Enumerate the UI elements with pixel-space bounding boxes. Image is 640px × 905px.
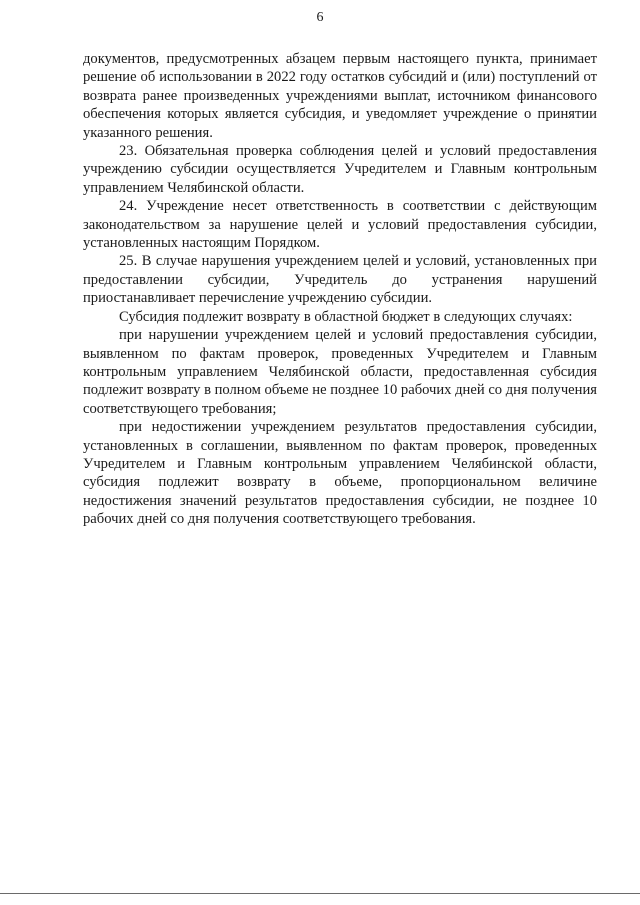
paragraph-refund-intro: Субсидия подлежит возврату в областной бюджет в следующих случаях: <box>119 308 573 325</box>
paragraph-refund-case-results: при недостижении учреждением результатов предоставления субсидии, установленных в соглашении, выявленном по фактам проверок, проведенных Учредителем и Главным контрольным управлением Челябинской области, субсидия подлежит возврату в объеме, пропорциональном величине недостижения значений результатов предоставления субсидии, не позднее 10 рабочих дней со дня получения соответствующего требования. <box>83 419 597 528</box>
paragraph-refund-case-violation: при нарушении учреждением целей и условий предоставления субсидии, выявленном по фактам проверок, проведенных Учредителем и Главным контрольным управлением Челябинской области, предоставленная субсидия подлежит возврату в полном объеме не позднее 10 рабочих дней со дня получения соответствующего требования; <box>83 327 597 417</box>
paragraph-clause-25: 25. В случае нарушения учреждением целей и условий, установленных при предоставлении субсидии, Учредитель до устранения нарушений приостанавливает перечисление учреждению субсидии. <box>83 253 597 307</box>
paragraph-clause-24: 24. Учреждение несет ответственность в соответствии с действующим законодательством за нарушение целей и условий предоставления субсидии, установленных настоящим Порядком. <box>83 198 597 252</box>
paragraph-continuation: документов, предусмотренных абзацем первым настоящего пункта, принимает решение об использовании в 2022 году остатков субсидий и (или) поступлений от возврата ранее произведенных учреждениями выплат, источником финансового обеспечения которых является субсидия, и уведомляет учреждение о принятии указанного решения. <box>83 51 597 141</box>
paragraph-clause-23: 23. Обязательная проверка соблюдения целей и условий предоставления учреждению субсидии осуществляется Учредителем и Главным контрольным управлением Челябинской области. <box>83 143 597 196</box>
page-number: 6 <box>316 10 324 25</box>
document-body <box>83 50 597 529</box>
page-bottom-edge <box>0 893 640 894</box>
